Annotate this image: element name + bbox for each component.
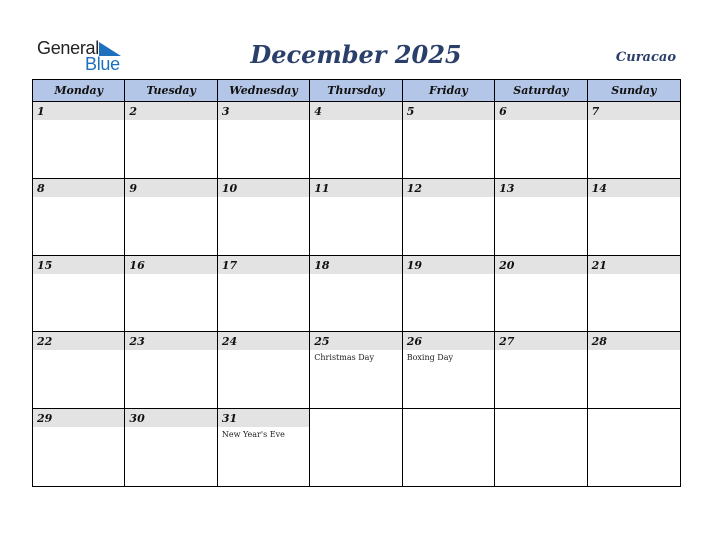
day-cell	[33, 409, 125, 486]
day-cell	[310, 409, 402, 486]
day-cell	[218, 332, 310, 409]
day-cell	[33, 102, 125, 179]
day-number: 7	[591, 105, 600, 118]
day-number: 29	[37, 412, 53, 426]
day-number: 23	[129, 335, 145, 349]
day-number-band	[125, 102, 216, 120]
day-cell	[125, 409, 217, 486]
day-cell	[218, 179, 310, 256]
day-number: 18	[314, 258, 330, 272]
day-number-band	[403, 102, 494, 120]
day-number: 15	[37, 258, 53, 272]
weekday-header: Wednesday	[218, 80, 310, 102]
day-cell	[125, 256, 217, 333]
day-number: 20	[499, 258, 515, 272]
day-number: 26	[406, 335, 423, 349]
weekday-header: Sunday	[588, 80, 680, 102]
logo-word-blue: Blue	[85, 54, 120, 74]
day-cell	[310, 102, 402, 179]
day-number: 28	[591, 335, 607, 349]
day-number: 4	[314, 105, 322, 118]
day-number-band	[33, 102, 124, 120]
day-number: 6	[499, 105, 507, 118]
day-cell	[403, 102, 495, 179]
day-number: 12	[406, 181, 423, 195]
day-number-band	[588, 102, 680, 120]
day-cell	[218, 409, 310, 486]
day-number: 5	[406, 105, 415, 118]
day-cell	[403, 332, 495, 409]
day-number: 27	[499, 335, 515, 349]
day-cell	[495, 179, 587, 256]
holiday-label: New Year's Eve	[221, 430, 285, 440]
day-number: 14	[591, 181, 607, 195]
day-number: 16	[129, 258, 145, 272]
day-cell	[495, 332, 587, 409]
day-number: 19	[406, 258, 423, 272]
day-number: 24	[221, 335, 238, 349]
day-cell	[33, 179, 125, 256]
day-cell	[310, 179, 402, 256]
day-cell	[310, 256, 402, 333]
day-number-band	[218, 102, 309, 120]
day-cell	[588, 179, 680, 256]
country-label: Curacao	[615, 50, 676, 65]
page-title: December 2025	[250, 40, 462, 69]
holiday-label: Boxing Day	[406, 353, 453, 363]
day-cell	[495, 256, 587, 333]
day-cell	[125, 179, 217, 256]
day-cell	[588, 332, 680, 409]
day-cell	[310, 332, 402, 409]
day-cell	[588, 409, 680, 486]
day-number-band	[33, 179, 124, 197]
day-cell	[403, 409, 495, 486]
weekday-header: Tuesday	[125, 80, 217, 102]
day-cell	[33, 332, 125, 409]
day-number: 11	[314, 181, 330, 195]
day-cell	[218, 256, 310, 333]
day-cell	[125, 102, 217, 179]
day-number-band	[310, 102, 401, 120]
day-cell	[495, 102, 587, 179]
day-number: 25	[314, 335, 330, 349]
weekday-header: Saturday	[495, 80, 587, 102]
day-number: 3	[221, 105, 230, 118]
day-cell	[495, 409, 587, 486]
day-number: 9	[129, 181, 138, 195]
day-number: 22	[37, 335, 53, 349]
day-number: 8	[37, 181, 45, 195]
day-cell	[403, 256, 495, 333]
day-number: 2	[129, 105, 138, 118]
day-number: 17	[221, 258, 238, 272]
calendar-grid	[32, 79, 681, 487]
day-number-band	[125, 179, 216, 197]
day-number: 1	[37, 105, 45, 118]
day-cell	[33, 256, 125, 333]
day-number: 10	[221, 181, 238, 195]
day-number: 13	[499, 181, 515, 195]
day-number-band	[495, 102, 586, 120]
day-number: 30	[129, 412, 145, 426]
weekday-header: Thursday	[310, 80, 402, 102]
logo-word-general: General	[37, 38, 99, 58]
day-cell	[588, 256, 680, 333]
weekday-header: Monday	[33, 80, 125, 102]
day-cell	[588, 102, 680, 179]
weekday-header: Friday	[403, 80, 495, 102]
holiday-label: Christmas Day	[314, 353, 374, 363]
day-cell	[218, 102, 310, 179]
day-number: 31	[221, 412, 238, 426]
day-number: 21	[591, 258, 607, 272]
day-cell	[403, 179, 495, 256]
day-cell	[125, 332, 217, 409]
